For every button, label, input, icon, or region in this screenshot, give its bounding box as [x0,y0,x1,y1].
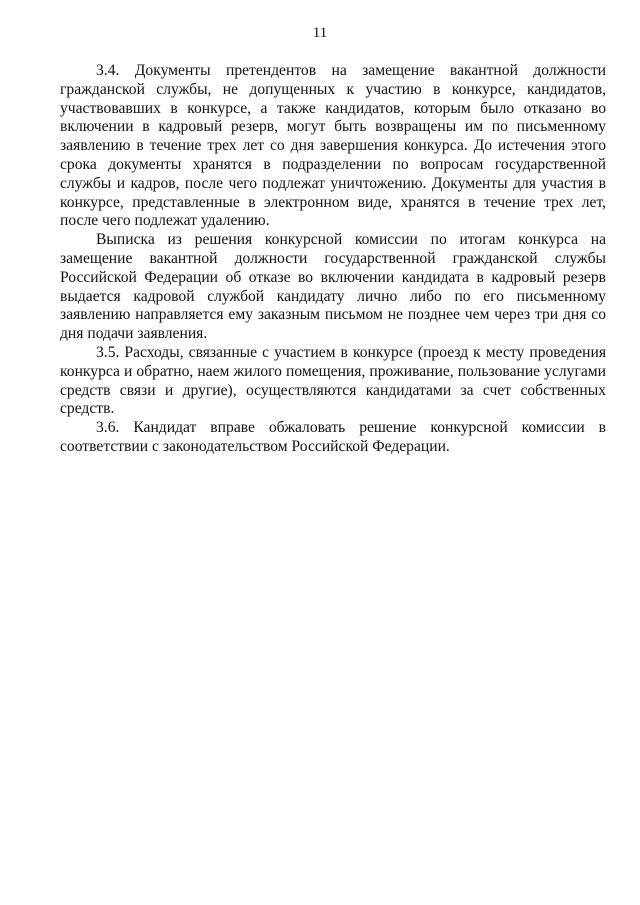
document-body [60,62,606,457]
paragraph-3-5: 3.5. Расходы, связанные с участием в конкурсе (проезд к месту проведения конкурса и обратно, наем жилого помещения, проживание, пользование услугами средств связи и другие), осуществляются кандидатами за счет собственных средств. [60,343,606,418]
paragraph-extract-decision: Выписка из решения конкурсной комиссии по итогам конкурса на замещение вакантной должности государственной гражданской службы Российской Федерации об отказе во включении кандидата в кадровый резерв выдается кадровой службой кандидату лично либо по его письменному заявлению направляется ему заказным письмом не позднее чем через три дня со дня подачи заявления. [60,231,606,343]
paragraph-3-4: 3.4. Документы претендентов на замещение вакантной должности гражданской службы, не допущенных к участию в конкурсе, кандидатов, участвовавших в конкурсе, а также кандидатов, которым было отказано во включении в кадровый резерв, могут быть возвращены им по письменному заявлению в течение трех лет со дня завершения конкурса. До истечения этого срока документы хранятся в подразделении по вопросам государственной службы и кадров, после чего подлежат уничтожению. Документы для участия в конкурсе, представленные в электронном виде, хранятся в течение трех лет, после чего подлежат удалению. [60,62,606,230]
page-number: 11 [312,25,328,41]
paragraph-3-6: 3.6. Кандидат вправе обжаловать решение конкурсной комиссии в соответствии с законодательством Российской Федерации. [60,419,606,455]
